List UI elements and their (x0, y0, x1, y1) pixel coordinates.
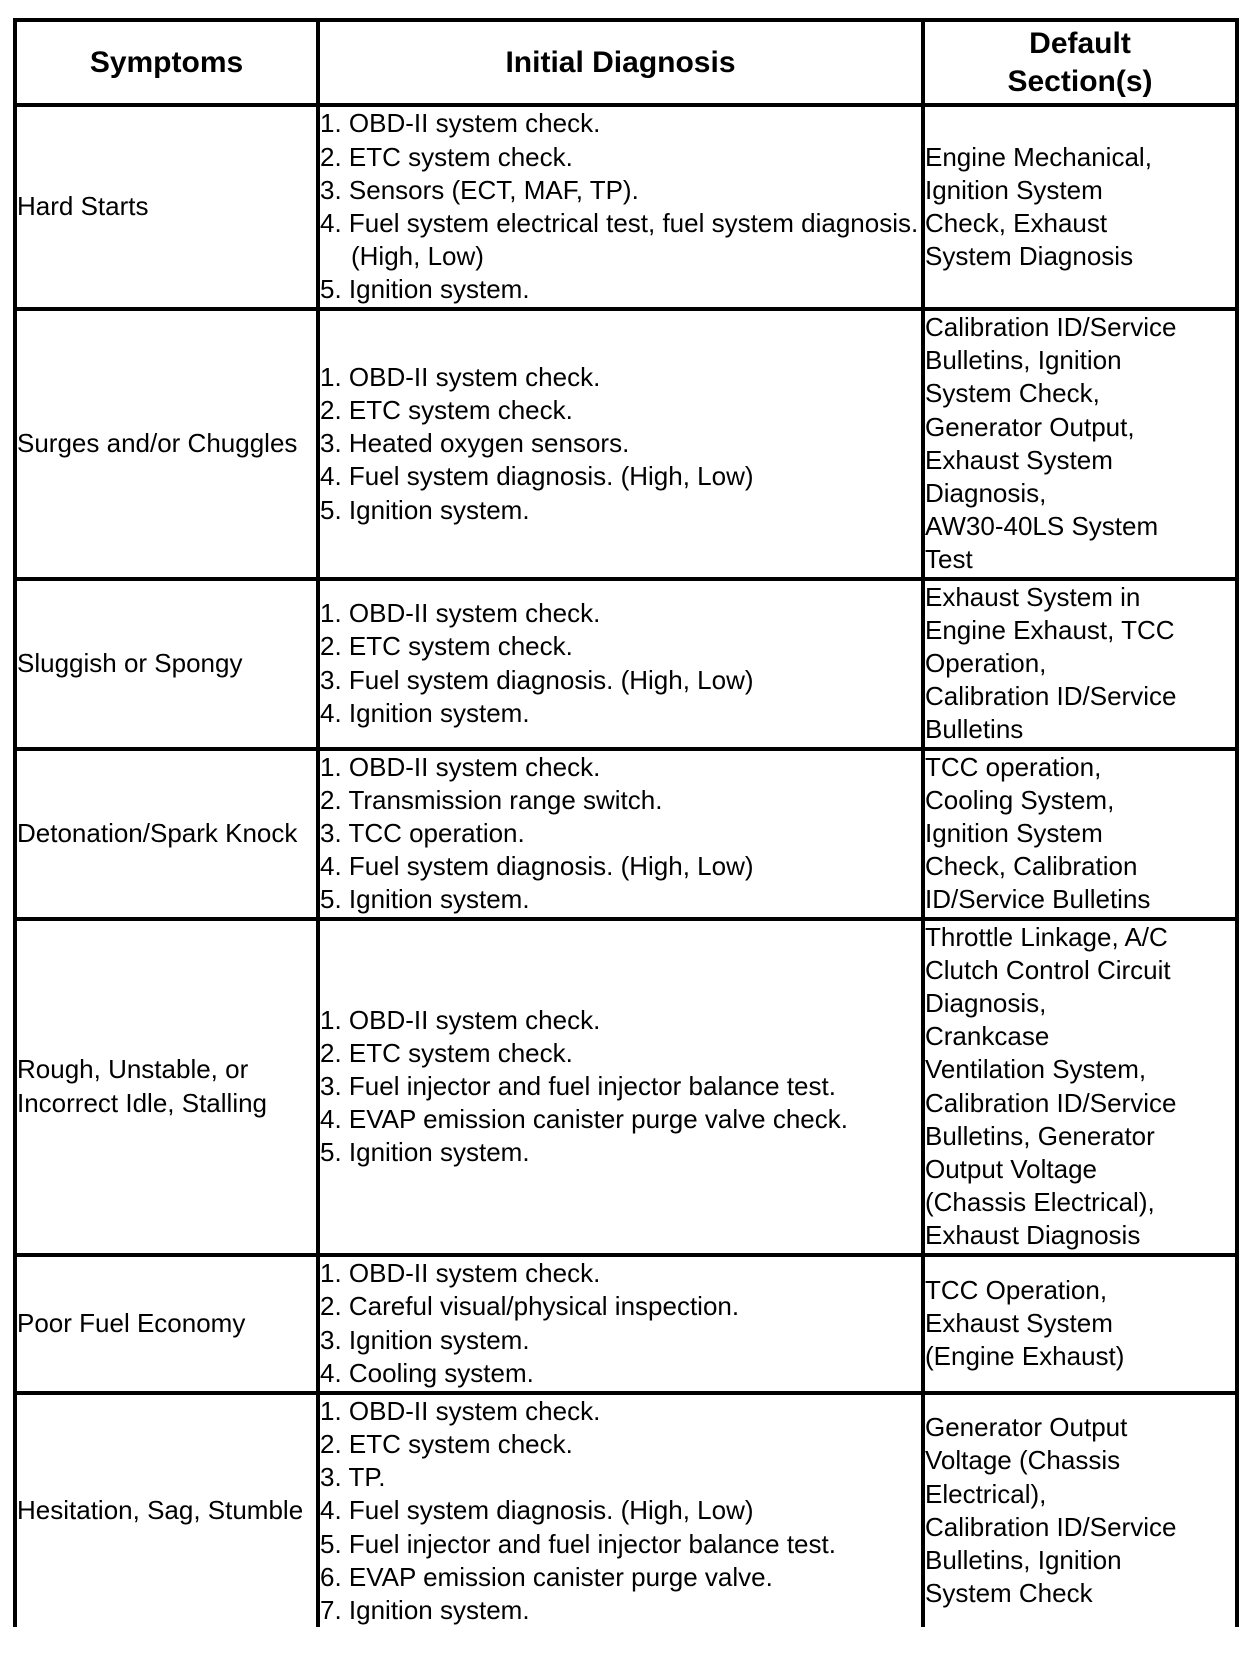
section-line: Bulletins, Ignition (925, 345, 1122, 376)
sections-cell (923, 749, 1237, 919)
diagnosis-step: 3. TP. (320, 1462, 386, 1493)
section-line: Generator Output, (925, 411, 1135, 442)
symptom-cell: Detonation/Spark Knock (15, 749, 318, 919)
diagnosis-step: 7. Ignition system. (320, 1594, 530, 1625)
symptom-cell: Hesitation, Sag, Stumble (15, 1393, 318, 1627)
header-symptoms: Symptoms (15, 20, 318, 105)
diagnosis-step: 5. Fuel injector and fuel injector balance test. (320, 1528, 836, 1559)
diagnosis-step: 5. Ignition system. (320, 884, 530, 915)
section-line: Calibration ID/Service (925, 1087, 1177, 1118)
section-line: System Check, (925, 378, 1100, 409)
diagnosis-step: 1. OBD-II system check. (320, 361, 601, 392)
diagnosis-step: 1. OBD-II system check. (320, 108, 601, 139)
section-line: AW30-40LS System (925, 511, 1159, 542)
header-default-sections (923, 20, 1237, 105)
table-row (15, 309, 1237, 579)
diagnosis-step: 6. EVAP emission canister purge valve. (320, 1561, 773, 1592)
table-row (15, 749, 1237, 919)
diagnosis-step: 4. Cooling system. (320, 1357, 534, 1388)
symptom-cell: Rough, Unstable, or Incorrect Idle, Stalling (15, 919, 318, 1255)
section-line: Engine Exhaust, TCC (925, 614, 1175, 645)
symptom-cell: Hard Starts (15, 105, 318, 309)
section-line: Voltage (Chassis (925, 1445, 1121, 1476)
diagnosis-cell (318, 1393, 923, 1627)
section-line: Diagnosis, (925, 988, 1047, 1019)
diagnosis-steps (320, 1257, 921, 1390)
table-row (15, 105, 1237, 309)
sections-cell (923, 919, 1237, 1255)
section-line: Calibration ID/Service (925, 1511, 1177, 1542)
diagnosis-cell (318, 105, 923, 309)
diagnosis-step: 3. Ignition system. (320, 1324, 530, 1355)
diagnosis-step: 3. Sensors (ECT, MAF, TP). (320, 174, 639, 205)
section-line: Operation, (925, 648, 1047, 679)
section-line: Throttle Linkage, A/C (925, 921, 1168, 952)
diagnosis-step: 2. Transmission range switch. (320, 784, 663, 815)
section-line: Test (925, 544, 973, 575)
diagnosis-step: 3. Fuel system diagnosis. (High, Low) (320, 664, 754, 695)
table-row (15, 1255, 1237, 1393)
section-line: Ignition System (925, 818, 1103, 849)
diagnosis-step: 4. Ignition system. (320, 697, 530, 728)
header-initial-diagnosis: Initial Diagnosis (318, 20, 923, 105)
diagnosis-step: 1. OBD-II system check. (320, 1258, 601, 1289)
diagnosis-step: 2. ETC system check. (320, 631, 573, 662)
section-line: Ignition System (925, 174, 1103, 205)
section-line: Bulletins, Ignition (925, 1545, 1122, 1576)
diagnosis-step: 4. Fuel system diagnosis. (High, Low) (320, 851, 754, 882)
section-line: Diagnosis, (925, 478, 1047, 509)
section-line: Check, Exhaust (925, 208, 1108, 238)
diagnosis-step: 1. OBD-II system check. (320, 751, 601, 782)
section-line: Exhaust System in (925, 581, 1141, 612)
diagnosis-steps (320, 1395, 921, 1627)
diagnosis-step: 5. Ignition system. (320, 274, 530, 305)
symptom-cell: Surges and/or Chuggles (15, 309, 318, 579)
section-line: Calibration ID/Service (925, 681, 1177, 712)
section-line: (Engine Exhaust) (925, 1341, 1125, 1372)
sections-cell (923, 579, 1237, 749)
section-line: Generator Output (925, 1412, 1128, 1443)
section-line: Ventilation System, (925, 1054, 1147, 1085)
section-line: System Check (925, 1578, 1093, 1609)
section-line: Output Voltage (925, 1154, 1098, 1185)
section-line: Crankcase (925, 1021, 1050, 1052)
diagnosis-step: 2. ETC system check. (320, 1037, 573, 1068)
sections-cell (923, 309, 1237, 579)
diagnosis-step: 3. TCC operation. (320, 818, 525, 849)
diagnosis-cell (318, 309, 923, 579)
section-line: Engine Mechanical, (925, 141, 1152, 172)
sections-cell (923, 1393, 1237, 1627)
diagnosis-steps (320, 107, 921, 306)
section-line: Exhaust System (925, 1308, 1113, 1339)
section-line: System Diagnosis (925, 241, 1134, 272)
section-line: Electrical), (925, 1478, 1047, 1509)
section-line: Exhaust System (925, 444, 1113, 475)
section-line: ID/Service Bulletins (925, 884, 1151, 915)
diagnosis-step: 3. Heated oxygen sensors. (320, 428, 630, 459)
table-row (15, 919, 1237, 1255)
diagnosis-step: 4. Fuel system electrical test, fuel system diagnosis. (High, Low) (320, 208, 919, 272)
section-line: TCC operation, (925, 751, 1102, 782)
diagnosis-cell (318, 579, 923, 749)
diagnosis-step: 5. Ignition system. (320, 1137, 530, 1168)
section-line: Cooling System, (925, 784, 1115, 815)
diagnosis-step: 1. OBD-II system check. (320, 1004, 601, 1035)
diagnosis-step: 4. EVAP emission canister purge valve check. (320, 1104, 848, 1135)
sections-cell (923, 105, 1237, 309)
diagnosis-step: 2. ETC system check. (320, 141, 573, 172)
diagnosis-step: 2. ETC system check. (320, 395, 573, 425)
section-line: Check, Calibration (925, 851, 1138, 882)
table-header-row (15, 20, 1237, 105)
diagnosis-steps (320, 751, 921, 917)
diagnosis-cell (318, 749, 923, 919)
diagnosis-step: 1. OBD-II system check. (320, 1395, 601, 1426)
diagnosis-table (13, 18, 1239, 1627)
section-line: (Chassis Electrical), (925, 1187, 1155, 1218)
table-row (15, 579, 1237, 749)
diagnosis-step: 5. Ignition system. (320, 494, 530, 525)
diagnosis-cell (318, 919, 923, 1255)
table-row (15, 1393, 1237, 1627)
symptom-cell: Poor Fuel Economy (15, 1255, 318, 1393)
header-default-sections-line1: Default (1029, 26, 1131, 60)
diagnosis-step: 2. ETC system check. (320, 1428, 573, 1459)
section-line: Bulletins, Generator (925, 1120, 1155, 1151)
diagnosis-cell (318, 1255, 923, 1393)
header-default-sections-line2: Section(s) (1007, 64, 1153, 98)
diagnosis-step: 4. Fuel system diagnosis. (High, Low) (320, 461, 754, 492)
section-line: Bulletins (925, 714, 1024, 745)
section-line: Exhaust Diagnosis (925, 1220, 1141, 1251)
diagnosis-steps (320, 361, 921, 527)
section-line: Calibration ID/Service (925, 312, 1177, 342)
sections-cell (923, 1255, 1237, 1393)
diagnosis-step: 4. Fuel system diagnosis. (High, Low) (320, 1495, 754, 1526)
diagnosis-step: 3. Fuel injector and fuel injector balance test. (320, 1071, 836, 1102)
section-line: TCC Operation, (925, 1274, 1108, 1305)
diagnosis-step: 2. Careful visual/physical inspection. (320, 1291, 740, 1322)
diagnosis-steps (320, 597, 921, 730)
section-line: Clutch Control Circuit (925, 954, 1171, 985)
diagnosis-step: 1. OBD-II system check. (320, 598, 601, 629)
diagnosis-steps (320, 1004, 921, 1170)
symptom-cell: Sluggish or Spongy (15, 579, 318, 749)
